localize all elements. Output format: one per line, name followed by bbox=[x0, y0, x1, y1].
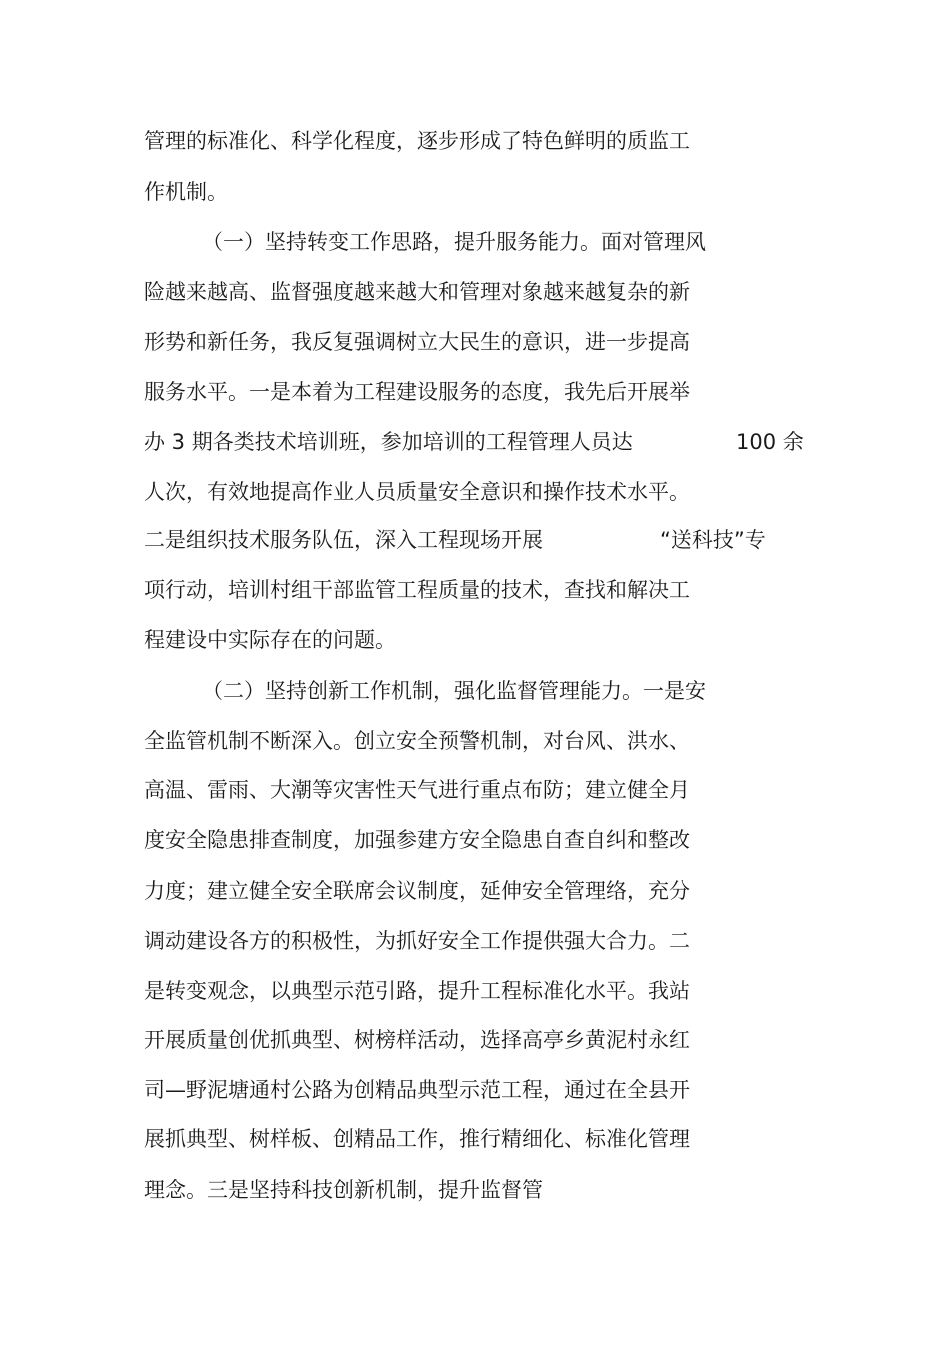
section-heading-line: （一）坚持转变工作思路，提升服务能力。面对管理风 bbox=[202, 230, 706, 254]
text-line: 调动建设各方的积极性，为抓好安全工作提供强大合力。二 bbox=[144, 929, 690, 953]
text-segment: 100 余 bbox=[736, 430, 804, 454]
text-line: 开展质量创优抓典型、树榜样活动，选择高亭乡黄泥村永红 bbox=[144, 1028, 690, 1052]
text-line: 人次，有效地提高作业人员质量安全意识和操作技术水平。 bbox=[144, 480, 690, 504]
text-line: 全监管机制不断深入。创立安全预警机制，对台风、洪水、 bbox=[144, 729, 690, 753]
text-line: 作机制。 bbox=[144, 180, 228, 204]
section-heading-line: （二）坚持创新工作机制，强化监督管理能力。一是安 bbox=[202, 679, 706, 703]
text-line: 理念。三是坚持科技创新机制，提升监督管 bbox=[144, 1178, 543, 1202]
text-line: 展抓典型、树样板、创精品工作，推行精细化、标准化管理 bbox=[144, 1127, 690, 1151]
text-line: 管理的标准化、科学化程度，逐步形成了特色鲜明的质监工 bbox=[144, 129, 690, 153]
text-line: 力度；建立健全安全联席会议制度，延伸安全管理络，充分 bbox=[144, 879, 690, 903]
text-segment: 办 3 期各类技术培训班，参加培训的工程管理人员达 bbox=[144, 430, 633, 454]
text-segment: “送科技”专 bbox=[660, 528, 766, 552]
text-line: 高温、雷雨、大潮等灾害性天气进行重点布防；建立健全月 bbox=[144, 778, 690, 802]
text-line: 度安全隐患排查制度，加强参建方安全隐患自查自纠和整改 bbox=[144, 828, 690, 852]
text-line: 司—野泥塘通村公路为创精品典型示范工程，通过在全县开 bbox=[144, 1078, 690, 1102]
text-line: 是转变观念，以典型示范引路，提升工程标准化水平。我站 bbox=[144, 979, 690, 1003]
text-segment: 二是组织技术服务队伍，深入工程现场开展 bbox=[144, 528, 543, 552]
text-line bbox=[144, 427, 824, 457]
text-line: 险越来越高、监督强度越来越大和管理对象越来越复杂的新 bbox=[144, 280, 690, 304]
text-line: 服务水平。一是本着为工程建设服务的态度，我先后开展举 bbox=[144, 380, 690, 404]
text-line: 形势和新任务，我反复强调树立大民生的意识，进一步提高 bbox=[144, 330, 690, 354]
text-line: 项行动，培训村组干部监管工程质量的技术，查找和解决工 bbox=[144, 578, 690, 602]
text-line: 程建设中实际存在的问题。 bbox=[144, 628, 396, 652]
text-line bbox=[144, 525, 824, 555]
